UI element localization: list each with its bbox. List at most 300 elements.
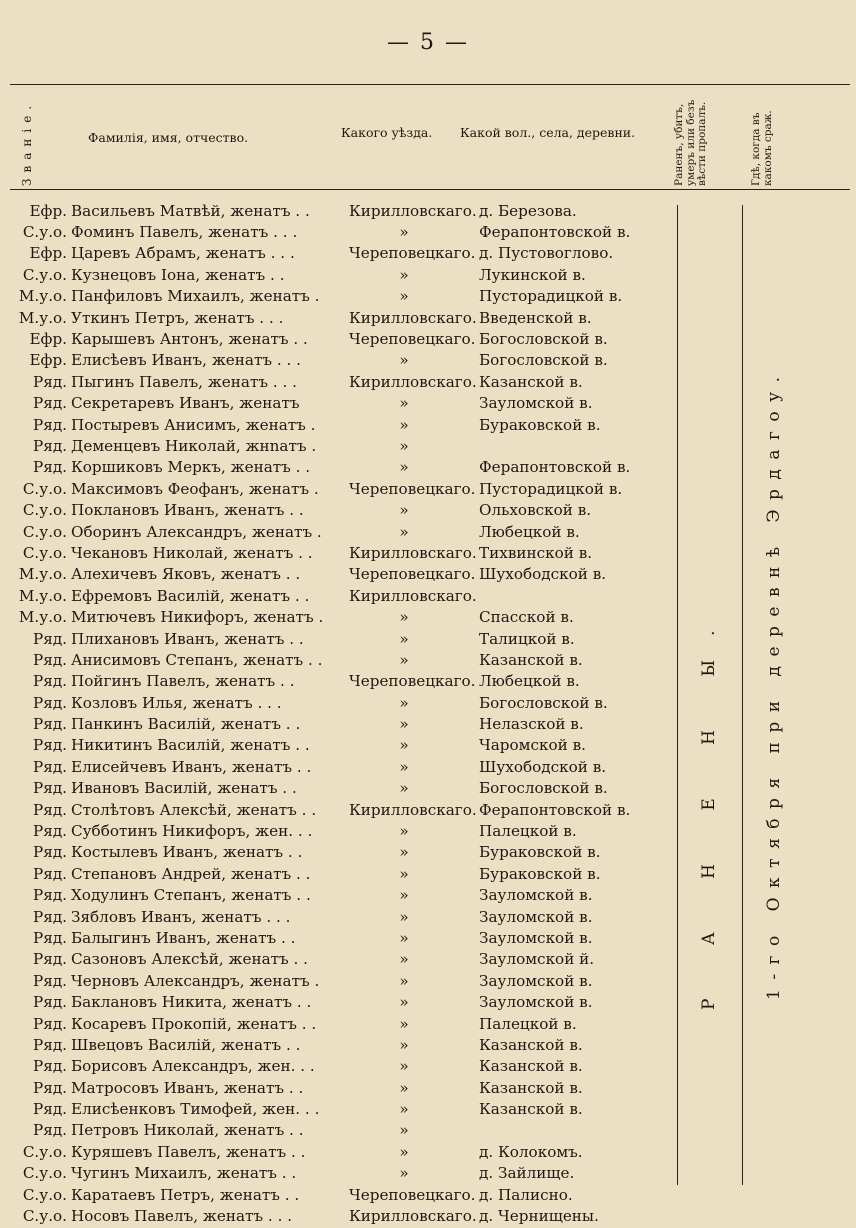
- table-row: [12, 756, 709, 777]
- row-spacer: [335, 350, 349, 371]
- uezd-text: »: [399, 1142, 409, 1161]
- row-uezd: [349, 991, 479, 1012]
- row-rank: Ряд.: [33, 907, 67, 926]
- row-name: Пыгинъ Павелъ, женатъ . . .: [71, 372, 297, 391]
- row-rank: Ряд.: [33, 757, 67, 776]
- row-uezd: [349, 649, 479, 670]
- row-uezd: [349, 435, 479, 456]
- row-name: Столѣтовъ Алексѣй, женатъ . .: [71, 800, 317, 819]
- row-spacer: [335, 1077, 349, 1098]
- row-uezd: [349, 371, 479, 392]
- row-rank: Ефр.: [29, 244, 67, 263]
- row-rank: Ряд.: [33, 736, 67, 755]
- row-uezd: [349, 478, 479, 499]
- row-rank: Ряд.: [33, 1121, 67, 1140]
- row-name: Косаревъ Прокопій, женатъ . .: [71, 1014, 317, 1033]
- row-spacer: [335, 820, 349, 841]
- table-row: [12, 842, 709, 863]
- uezd-text: Кирилловскаго.: [349, 1207, 477, 1226]
- row-spacer: [335, 606, 349, 627]
- row-spacer: [335, 200, 349, 221]
- row-spacer: [335, 1056, 349, 1077]
- row-rank: С.у.о.: [22, 479, 67, 498]
- row-village: Ольховской в.: [479, 501, 592, 520]
- row-spacer: [335, 264, 349, 285]
- row-village: Бураковской в.: [479, 843, 601, 862]
- row-rank: Ряд.: [33, 372, 67, 391]
- row-rank: Ряд.: [33, 629, 67, 648]
- row-rank: Ряд.: [33, 993, 67, 1012]
- row-uezd: [349, 243, 479, 264]
- row-village: Чаромской в.: [479, 736, 586, 755]
- row-village: Лукинской в.: [479, 265, 586, 284]
- row-village: Спасской в.: [479, 608, 574, 627]
- row-spacer: [335, 927, 349, 948]
- row-uezd: [349, 970, 479, 991]
- table-row: [12, 713, 709, 734]
- table-row: [12, 564, 709, 585]
- row-village: Богословской в.: [479, 693, 608, 712]
- table-row: [12, 927, 709, 948]
- uezd-text: »: [399, 971, 409, 990]
- uezd-text: »: [399, 394, 409, 413]
- row-spacer: [335, 243, 349, 264]
- row-village: Зауломской в.: [479, 907, 593, 926]
- uezd-text: »: [399, 415, 409, 434]
- table-row: [12, 1013, 709, 1034]
- row-uezd: [349, 1120, 479, 1141]
- row-rank: Ряд.: [33, 672, 67, 691]
- row-uezd: [349, 671, 479, 692]
- row-uezd: [349, 606, 479, 627]
- uezd-text: »: [399, 1057, 409, 1076]
- uezd-text: Кирилловскаго.: [349, 372, 477, 391]
- row-uezd: [349, 521, 479, 542]
- row-village: Зауломской в.: [479, 394, 593, 413]
- row-rank: Ряд.: [33, 458, 67, 477]
- row-village: Ферапонтовской в.: [479, 800, 631, 819]
- row-rank: Ряд.: [33, 394, 67, 413]
- row-rank: Ряд.: [33, 1035, 67, 1054]
- row-spacer: [335, 286, 349, 307]
- row-uezd: [349, 1034, 479, 1055]
- row-name: Фоминъ Павелъ, женатъ . . .: [71, 223, 298, 242]
- uezd-text: »: [399, 1164, 409, 1183]
- uezd-text: Череповецкаго.: [349, 244, 476, 263]
- row-uezd: [349, 628, 479, 649]
- header-village: Какой вол., села, деревни.: [460, 125, 636, 140]
- header-where: Гдѣ, когда въ какомъ сраж.: [750, 110, 774, 186]
- row-spacer: [335, 970, 349, 991]
- row-name: Костылевъ Иванъ, женатъ . .: [71, 843, 303, 862]
- row-spacer: [335, 735, 349, 756]
- row-name: Кузнецовъ Іона, женатъ . .: [71, 265, 285, 284]
- row-rank: С.у.о.: [22, 1207, 67, 1226]
- row-spacer: [335, 564, 349, 585]
- row-uezd: [349, 221, 479, 242]
- row-rank: С.у.о.: [22, 1164, 67, 1183]
- row-spacer: [335, 221, 349, 242]
- table-row: [12, 435, 709, 456]
- table-row: [12, 671, 709, 692]
- row-village: Любецкой в.: [479, 522, 580, 541]
- row-rank: С.у.о.: [22, 265, 67, 284]
- row-uezd: [349, 542, 479, 563]
- row-rank: Ряд.: [33, 436, 67, 455]
- row-spacer: [335, 649, 349, 670]
- row-name: Ходулинъ Степанъ, женатъ . .: [71, 886, 311, 905]
- row-name: Чекановъ Николай, женатъ . .: [71, 543, 313, 562]
- row-uezd: [349, 1098, 479, 1119]
- row-village: Казанской в.: [479, 650, 583, 669]
- row-spacer: [335, 692, 349, 713]
- row-spacer: [335, 328, 349, 349]
- table-row: [12, 585, 709, 606]
- table-row: [12, 1141, 709, 1162]
- uezd-text: Кирилловскаго.: [349, 308, 477, 327]
- row-name: Анисимовъ Степанъ, женатъ . .: [71, 650, 323, 669]
- row-spacer: [335, 435, 349, 456]
- row-rank: Ряд.: [33, 1100, 67, 1119]
- row-rank: М.у.о.: [18, 608, 67, 627]
- row-name: Зябловъ Иванъ, женатъ . . .: [71, 907, 291, 926]
- row-name: Алехичевъ Яковъ, женатъ . .: [71, 565, 301, 584]
- row-name: Носовъ Павелъ, женатъ . . .: [71, 1207, 293, 1226]
- row-name: Елисѣевъ Иванъ, женатъ . . .: [71, 351, 302, 370]
- table-row: [12, 1120, 709, 1141]
- table-row: [12, 221, 709, 242]
- row-spacer: [335, 756, 349, 777]
- uezd-text: »: [399, 501, 409, 520]
- row-name: Митючевъ Никифоръ, женатъ .: [71, 608, 324, 627]
- row-name: Сазоновъ Алексѣй, женатъ . .: [71, 950, 308, 969]
- uezd-text: »: [399, 843, 409, 862]
- row-uezd: [349, 949, 479, 970]
- uezd-text: Череповецкаго.: [349, 565, 476, 584]
- uezd-text: »: [399, 693, 409, 712]
- row-uezd: [349, 692, 479, 713]
- header-name: Фамилія, имя, отчество.: [88, 130, 249, 145]
- where-column-divider: [742, 205, 743, 1185]
- row-name: Ефремовъ Василій, женатъ . .: [71, 586, 310, 605]
- uezd-text: »: [399, 1100, 409, 1119]
- uezd-text: »: [399, 757, 409, 776]
- uezd-text: »: [399, 993, 409, 1012]
- uezd-text: Череповецкаго.: [349, 672, 476, 691]
- table-row: [12, 885, 709, 906]
- row-village: Зауломской в.: [479, 928, 593, 947]
- uezd-text: »: [399, 950, 409, 969]
- row-uezd: [349, 927, 479, 948]
- row-village: Пусторадицкой в.: [479, 479, 623, 498]
- row-village: Нелазской в.: [479, 715, 584, 734]
- row-spacer: [335, 371, 349, 392]
- row-rank: Ряд.: [33, 886, 67, 905]
- where-column-text: 1-го Октября при деревнѣ Эрдагоу.: [764, 367, 784, 1000]
- uezd-text: »: [399, 1121, 409, 1140]
- table-row: [12, 1184, 709, 1205]
- row-spacer: [335, 414, 349, 435]
- table-row: [12, 521, 709, 542]
- row-rank: С.у.о.: [22, 501, 67, 520]
- row-spacer: [335, 906, 349, 927]
- row-name: Царевъ Абрамъ, женатъ . . .: [71, 244, 295, 263]
- uezd-text: »: [399, 1035, 409, 1054]
- uezd-text: »: [399, 265, 409, 284]
- row-village: Ферапонтовской в.: [479, 223, 631, 242]
- table-row: [12, 735, 709, 756]
- row-rank: С.у.о.: [22, 522, 67, 541]
- roster-table: [12, 200, 709, 1227]
- row-spacer: [335, 499, 349, 520]
- table-row: [12, 243, 709, 264]
- row-rank: Ефр.: [29, 201, 67, 220]
- table-row: [12, 542, 709, 563]
- table-row: [12, 1098, 709, 1119]
- row-rank: Ряд.: [33, 864, 67, 883]
- row-rank: М.у.о.: [18, 586, 67, 605]
- header-status: Раненъ, убитъ, умеръ или безъ вѣсти пропалъ.: [673, 99, 708, 186]
- row-rank: С.у.о.: [22, 1142, 67, 1161]
- row-village: Бураковской в.: [479, 415, 601, 434]
- uezd-text: Кирилловскаго.: [349, 201, 477, 220]
- row-name: Козловъ Илья, женатъ . . .: [71, 693, 282, 712]
- row-village: Зауломской й.: [479, 950, 595, 969]
- row-rank: С.у.о.: [22, 543, 67, 562]
- uezd-text: »: [399, 522, 409, 541]
- row-spacer: [335, 1141, 349, 1162]
- row-name: Степановъ Андрей, женатъ . .: [71, 864, 311, 883]
- row-spacer: [335, 1184, 349, 1205]
- row-village: д. Березова.: [479, 201, 577, 220]
- table-row: [12, 371, 709, 392]
- row-spacer: [335, 1120, 349, 1141]
- row-name: Коршиковъ Меркъ, женатъ . .: [71, 458, 311, 477]
- row-uezd: [349, 350, 479, 371]
- row-name: Матросовъ Иванъ, женатъ . .: [71, 1078, 304, 1097]
- row-uezd: [349, 393, 479, 414]
- table-row: [12, 307, 709, 328]
- row-name: Васильевъ Матвѣй, женатъ . .: [71, 201, 310, 220]
- row-uezd: [349, 885, 479, 906]
- row-uezd: [349, 1205, 479, 1226]
- table-row: [12, 414, 709, 435]
- uezd-text: Кирилловскаго.: [349, 800, 477, 819]
- row-spacer: [335, 1013, 349, 1034]
- table-row: [12, 606, 709, 627]
- uezd-text: »: [399, 886, 409, 905]
- row-name: Субботинъ Никифоръ, жен. . .: [71, 822, 313, 841]
- row-uezd: [349, 264, 479, 285]
- uezd-text: Кирилловскаго.: [349, 586, 477, 605]
- row-village: Шухободской в.: [479, 565, 607, 584]
- row-village: Тихвинской в.: [479, 543, 593, 562]
- row-village: д. Зайлище.: [479, 1164, 575, 1183]
- row-spacer: [335, 628, 349, 649]
- table-row: [12, 863, 709, 884]
- header-bottom-rule: [10, 189, 850, 190]
- row-village: [479, 435, 709, 456]
- row-uezd: [349, 1184, 479, 1205]
- row-spacer: [335, 585, 349, 606]
- row-spacer: [335, 842, 349, 863]
- row-uezd: [349, 457, 479, 478]
- row-village: Введенской в.: [479, 308, 592, 327]
- row-spacer: [335, 671, 349, 692]
- row-rank: Ефр.: [29, 351, 67, 370]
- row-rank: Ряд.: [33, 415, 67, 434]
- uezd-text: »: [399, 351, 409, 370]
- row-name: Плихановъ Иванъ, женатъ . .: [71, 629, 304, 648]
- row-rank: Ряд.: [33, 971, 67, 990]
- row-rank: С.у.о.: [22, 1185, 67, 1204]
- row-spacer: [335, 1163, 349, 1184]
- table-row: [12, 328, 709, 349]
- table-row: [12, 1077, 709, 1098]
- row-name: Чугинъ Михаилъ, женатъ . .: [71, 1164, 297, 1183]
- row-uezd: [349, 1077, 479, 1098]
- table-row: [12, 264, 709, 285]
- table-row: [12, 200, 709, 221]
- row-uezd: [349, 585, 479, 606]
- row-uezd: [349, 1163, 479, 1184]
- row-name: Каратаевъ Петръ, женатъ . .: [71, 1185, 300, 1204]
- row-name: Деменцевъ Николай, жнnатъ .: [71, 436, 317, 455]
- row-uezd: [349, 286, 479, 307]
- row-name: Куряшевъ Павелъ, женатъ . .: [71, 1142, 306, 1161]
- row-uezd: [349, 200, 479, 221]
- row-uezd: [349, 906, 479, 927]
- row-rank: Ряд.: [33, 1057, 67, 1076]
- row-village: [479, 585, 709, 606]
- row-name: Ивановъ Василій, женатъ . .: [71, 779, 297, 798]
- uezd-text: »: [399, 436, 409, 455]
- uezd-text: »: [399, 287, 409, 306]
- row-village: д. Пустовоглово.: [479, 244, 614, 263]
- uezd-text: »: [399, 650, 409, 669]
- row-village: Любецкой в.: [479, 672, 580, 691]
- table-row: [12, 286, 709, 307]
- row-rank: Ряд.: [33, 779, 67, 798]
- row-uezd: [349, 1141, 479, 1162]
- row-rank: Ефр.: [29, 330, 67, 349]
- row-village: [479, 1120, 709, 1141]
- row-rank: М.у.о.: [18, 565, 67, 584]
- row-village: Пусторадицкой в.: [479, 287, 623, 306]
- table-row: [12, 478, 709, 499]
- row-village: д. Колокомъ.: [479, 1142, 583, 1161]
- table-row: [12, 820, 709, 841]
- row-spacer: [335, 542, 349, 563]
- table-row: [12, 1034, 709, 1055]
- row-spacer: [335, 521, 349, 542]
- uezd-text: »: [399, 715, 409, 734]
- row-uezd: [349, 756, 479, 777]
- header-uezd: Какого уѣзда.: [341, 125, 433, 140]
- row-name: Пойгинъ Павелъ, женатъ . .: [71, 672, 295, 691]
- table-row: [12, 393, 709, 414]
- uezd-text: »: [399, 864, 409, 883]
- table-row: [12, 649, 709, 670]
- row-rank: Ряд.: [33, 1078, 67, 1097]
- uezd-text: Кирилловскаго.: [349, 543, 477, 562]
- row-village: Казанской в.: [479, 1057, 583, 1076]
- row-rank: Ряд.: [33, 843, 67, 862]
- table-row: [12, 799, 709, 820]
- row-spacer: [335, 713, 349, 734]
- row-spacer: [335, 778, 349, 799]
- row-village: д. Чернищены.: [479, 1207, 599, 1226]
- row-spacer: [335, 799, 349, 820]
- row-spacer: [335, 1205, 349, 1226]
- row-uezd: [349, 1056, 479, 1077]
- row-village: Зауломской в.: [479, 993, 593, 1012]
- row-rank: Ряд.: [33, 950, 67, 969]
- status-column-text: Р А Н Е Н Ы.: [699, 606, 719, 1010]
- uezd-text: »: [399, 458, 409, 477]
- row-village: Богословской в.: [479, 351, 608, 370]
- uezd-text: Череповецкаго.: [349, 1185, 476, 1204]
- row-village: Палецкой в.: [479, 1014, 577, 1033]
- row-spacer: [335, 478, 349, 499]
- row-rank: М.у.о.: [18, 287, 67, 306]
- row-uezd: [349, 735, 479, 756]
- row-village: Казанской в.: [479, 1100, 583, 1119]
- table-row: [12, 949, 709, 970]
- row-village: Талицкой в.: [479, 629, 575, 648]
- row-rank: С.у.о.: [22, 223, 67, 242]
- row-uezd: [349, 564, 479, 585]
- row-rank: Ряд.: [33, 1014, 67, 1033]
- uezd-text: »: [399, 779, 409, 798]
- row-uezd: [349, 307, 479, 328]
- row-name: Елисейчевъ Иванъ, женатъ . .: [71, 757, 312, 776]
- row-uezd: [349, 820, 479, 841]
- row-name: Швецовъ Василій, женатъ . .: [71, 1035, 301, 1054]
- row-name: Черновъ Александръ, женатъ .: [71, 971, 320, 990]
- table-row: [12, 906, 709, 927]
- uezd-text: »: [399, 907, 409, 926]
- uezd-text: »: [399, 608, 409, 627]
- row-uezd: [349, 1013, 479, 1034]
- table-row: [12, 1056, 709, 1077]
- row-uezd: [349, 414, 479, 435]
- row-spacer: [335, 1098, 349, 1119]
- row-spacer: [335, 307, 349, 328]
- row-rank: Ряд.: [33, 928, 67, 947]
- table-row: [12, 350, 709, 371]
- row-village: д. Палисно.: [479, 1185, 573, 1204]
- row-name: Оборинъ Александръ, женатъ .: [71, 522, 322, 541]
- row-spacer: [335, 863, 349, 884]
- table-row: [12, 692, 709, 713]
- row-name: Панфиловъ Михаилъ, женатъ .: [71, 287, 320, 306]
- uezd-text: Череповецкаго.: [349, 330, 476, 349]
- row-village: Ферапонтовской в.: [479, 458, 631, 477]
- row-village: Шухободской в.: [479, 757, 607, 776]
- row-name: Никитинъ Василій, женатъ . .: [71, 736, 310, 755]
- row-name: Максимовъ Феофанъ, женатъ .: [71, 479, 319, 498]
- row-name: Петровъ Николай, женатъ . .: [71, 1121, 304, 1140]
- header-top-rule: [10, 84, 850, 85]
- row-village: Бураковской в.: [479, 864, 601, 883]
- row-village: Богословской в.: [479, 330, 608, 349]
- table-row: [12, 1163, 709, 1184]
- row-uezd: [349, 799, 479, 820]
- row-spacer: [335, 949, 349, 970]
- table-row: [12, 1205, 709, 1226]
- row-uezd: [349, 778, 479, 799]
